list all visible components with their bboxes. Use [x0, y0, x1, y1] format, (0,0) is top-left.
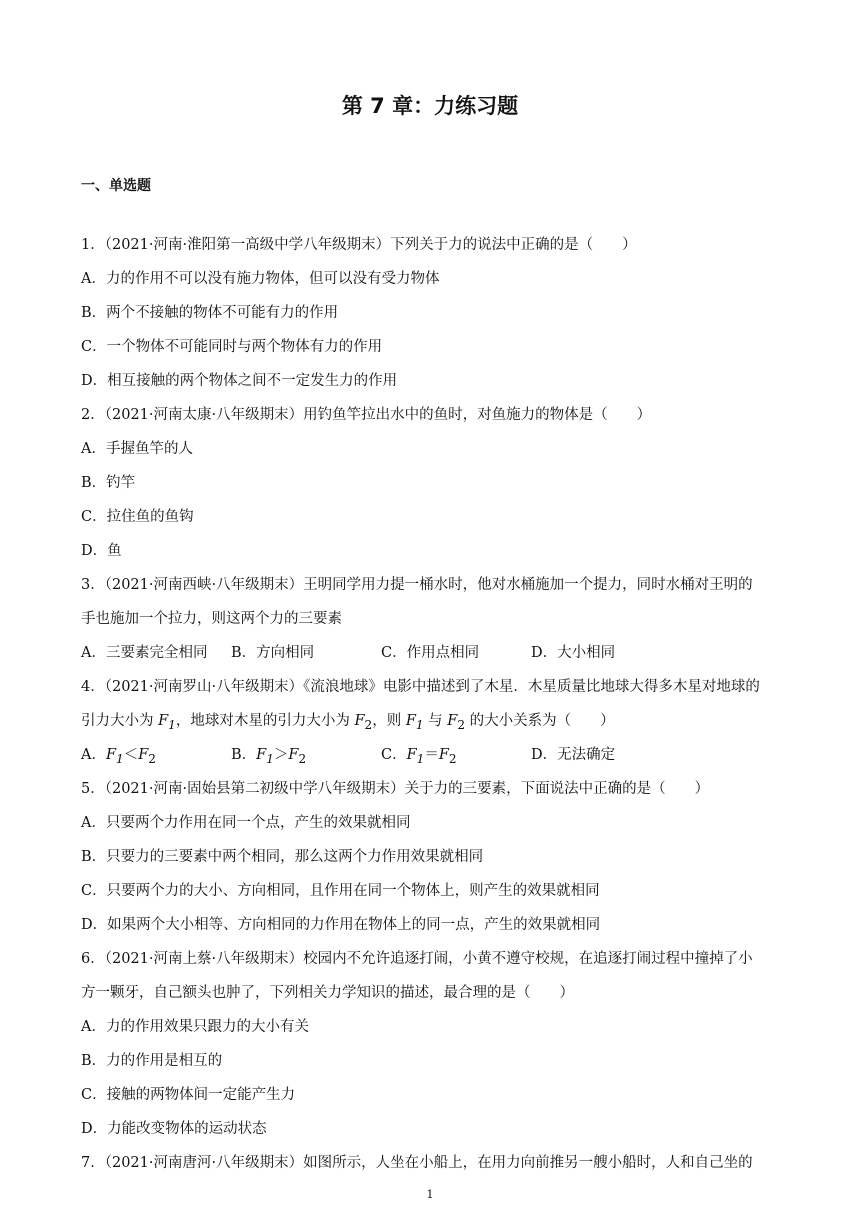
- question-5-option-d: D．如果两个大小相等、方向相同的力作用在物体上的同一点，产生的效果就相同: [81, 917, 601, 933]
- question-5-option-c: C．只要两个力的大小、方向相同，且作用在同一个物体上，则产生的效果就相同: [81, 883, 600, 899]
- question-5-stem: 5．（2021·河南·固始县第二初级中学八年级期末）关于力的三要素，下面说法中正确的是（ ）: [81, 781, 710, 797]
- question-3-option-c: C．作用点相同: [381, 645, 480, 661]
- question-3-option-d: D．大小相同: [531, 645, 616, 661]
- question-1-option-d: D．相互接触的两个物体之间不一定发生力的作用: [81, 373, 398, 389]
- question-3-stem-line-2: 手也施加一个拉力，则这两个力的三要素: [81, 611, 342, 627]
- question-1-option-b: B．两个不接触的物体不可能有力的作用: [81, 305, 339, 321]
- question-2-option-b: B．钓竿: [81, 475, 136, 491]
- section-heading: 一、单选题: [81, 178, 151, 194]
- question-4-option-a: A．$F_1<F_2$: [81, 747, 156, 766]
- question-7-stem: 7．（2021·河南唐河·八年级期末）如图所示，人坐在小船上，在用力向前推另一艘小船时，人和自己坐的: [81, 1155, 753, 1171]
- question-6-option-a: A．力的作用效果只跟力的大小有关: [81, 1019, 309, 1035]
- question-6-option-b: B．力的作用是相互的: [81, 1053, 223, 1069]
- question-2-option-d: D．鱼: [81, 543, 122, 559]
- question-5-option-b: B．只要力的三要素中两个相同，那么这两个力作用效果就相同: [81, 849, 484, 865]
- question-6-option-d: D．力能改变物体的运动状态: [81, 1121, 267, 1137]
- question-1-option-c: C．一个物体不可能同时与两个物体有力的作用: [81, 339, 383, 355]
- question-5-option-a: A．只要两个力作用在同一个点，产生的效果就相同: [81, 815, 411, 831]
- question-3-option-a: A．三要素完全相同: [81, 645, 208, 661]
- question-2-option-c: C．拉住鱼的鱼钩: [81, 509, 194, 525]
- question-4-option-b: B．$F_1>F_2$: [231, 747, 307, 766]
- question-4-stem-line-1: 4．（2021·河南罗山·八年级期末）《流浪地球》电影中描述到了木星．木星质量比地球大得多木星对地球的: [81, 679, 760, 695]
- question-6-option-c: C．接触的两物体间一定能产生力: [81, 1087, 296, 1103]
- question-3-stem-line-1: 3．（2021·河南西峡·八年级期末）王明同学用力提一桶水时，他对水桶施加一个提力，同时水桶对王明的: [81, 577, 753, 593]
- question-2-stem: 2．（2021·河南太康·八年级期末）用钓鱼竿拉出水中的鱼时，对鱼施力的物体是（ ）: [81, 407, 652, 423]
- question-4-option-d: D．无法确定: [531, 747, 616, 763]
- question-4-option-c: C．$F_1=F_2$: [381, 747, 457, 766]
- page-number: 1: [426, 1188, 434, 1201]
- question-1-stem: 1．（2021·河南·淮阳第一高级中学八年级期末）下列关于力的说法中正确的是（ ）: [81, 237, 637, 253]
- page-title: 第 7 章：力练习题: [341, 94, 519, 118]
- question-1-option-a: A．力的作用不可以没有施力物体，但可以没有受力物体: [81, 271, 440, 287]
- question-2-option-a: A．手握鱼竿的人: [81, 441, 193, 457]
- question-6-stem-line-2: 方一颗牙，自己额头也肿了，下列相关力学知识的描述，最合理的是（ ）: [81, 985, 574, 1001]
- question-3-option-b: B．方向相同: [231, 645, 315, 661]
- question-4-stem-line-2: 引力大小为 $F_1$，地球对木星的引力大小为 $F_2$，则 $F_1$ 与 $F_2$ 的大小关系为（ ）: [81, 713, 615, 732]
- question-6-stem-line-1: 6．（2021·河南上蔡·八年级期末）校园内不允许追逐打闹，小黄不遵守校规，在追逐打闹过程中撞掉了小: [81, 951, 753, 967]
